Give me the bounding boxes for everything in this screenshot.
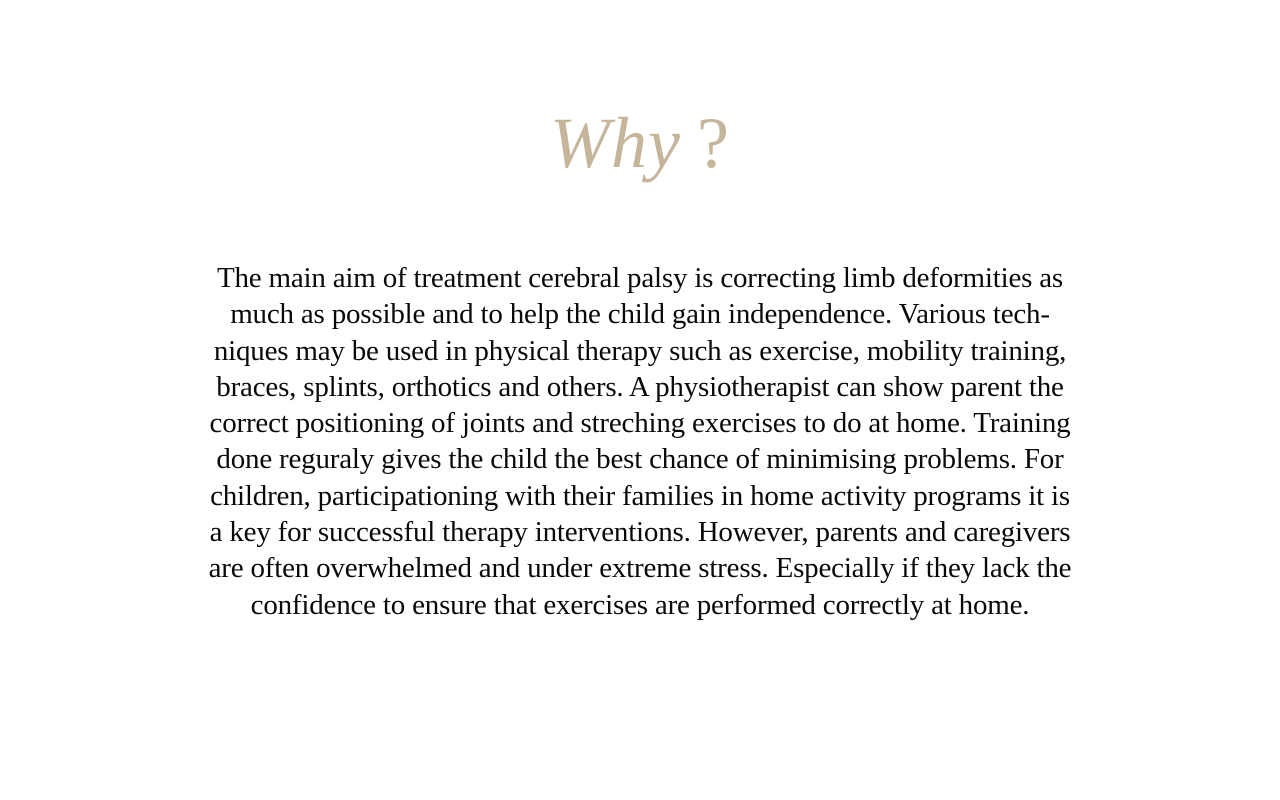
paragraph-line: correct positioning of joints and streching exercises to do at home. Training <box>209 407 1071 440</box>
paragraph-line: a key for successful therapy interventions. However, parents and caregivers <box>209 516 1071 549</box>
title-word: Why <box>550 103 681 183</box>
title-question-mark: ? <box>696 103 730 183</box>
paragraph-line: are often overwhelmed and under extreme stress. Especially if they lack the <box>208 552 1072 585</box>
page-title <box>0 0 1280 186</box>
paragraph-line: confidence to ensure that exercises are performed correctly at home. <box>250 588 1030 621</box>
paragraph-line: much as possible and to help the child gain independence. Various tech- <box>230 298 1050 331</box>
paragraph-line: The main aim of treatment cerebral palsy is correcting limb deformities as <box>216 262 1064 294</box>
body-paragraph <box>0 260 1280 623</box>
paragraph-line: braces, splints, orthotics and others. A physiotherapist can show parent the <box>216 370 1064 403</box>
paragraph-line: children, participationing with their families in home activity programs it is <box>210 479 1070 512</box>
paragraph-line: done reguraly gives the child the best chance of minimising problems. For <box>216 443 1064 476</box>
paragraph-line: niques may be used in physical therapy such as exercise, mobility training, <box>213 334 1067 367</box>
